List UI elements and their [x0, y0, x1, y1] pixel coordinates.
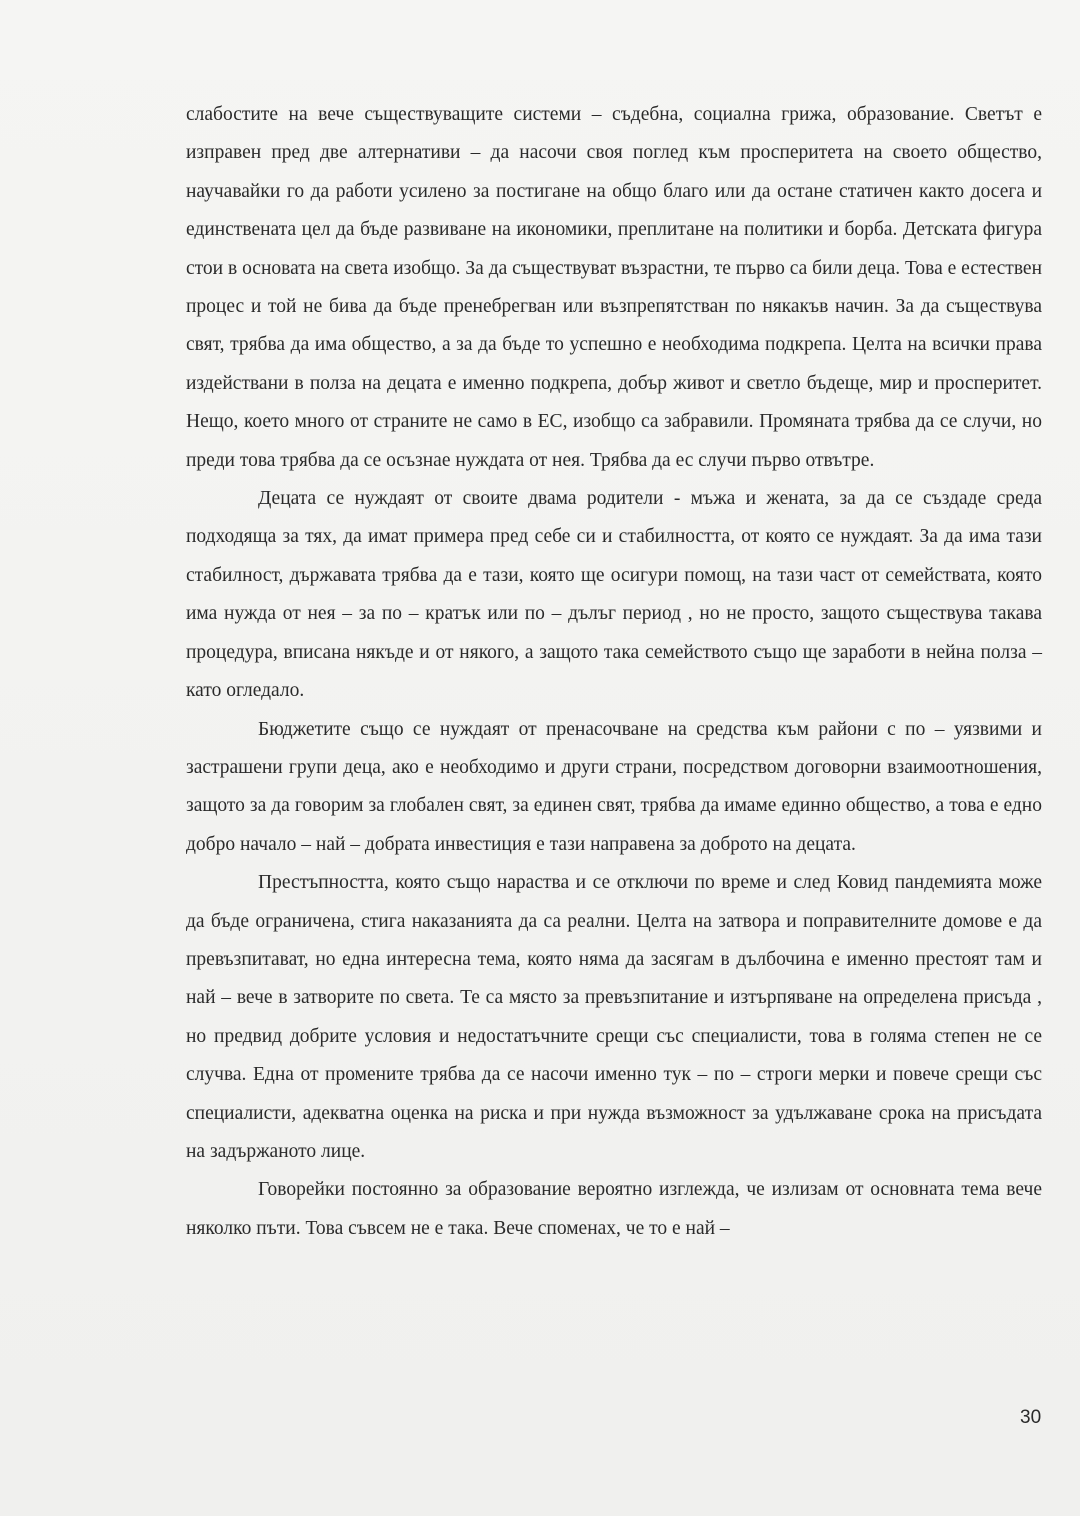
- page-number: 30: [1020, 1407, 1042, 1428]
- body-text: [186, 96, 1042, 1248]
- paragraph-3: Бюджетите също се нуждаят от пренасочване на средства към райони с по – уязвими и застрашени групи деца, ако е необходимо и други страни, посредством договорни взаимоотношения, защото за да говорим за глобален свят, за единен свят, трябва да имаме единно общество, а това е едно добро начало – най – добрата инвестиция е тази направена за доброто на децата.: [186, 718, 1042, 855]
- paragraph-2: Децата се нуждаят от своите двама родители - мъжа и жената, за да се създаде среда подходяща за тях, да имат примера пред себе си и стабилността, от която се нуждаят. За да има тази стабилност, държавата трябва да е тази, която ще осигури помощ, на тази част от семействата, която има нужда от нея – за по – кратък или по – дълъг период , но не просто, защото съществува такава процедура, вписана някъде и от някого, а защото така семейството също ще заработи в нейна полза – като огледало.: [186, 488, 1042, 702]
- paragraph-1: слабостите на вече съществуващите системи – съдебна, социална грижа, образование. Светът е изправен пред две алтернативи – да насочи своя поглед към просперитета на своето общество, научавайки го да работи усилено за постигане на общо благо или да остане статичен както досега и единствената цел да бъде развиване на икономики, преплитане на политики и борба. Детската фигура стои в основата на света изобщо. За да съществуват възрастни, те първо са били деца. Това е естествен процес и той не бива да бъде пренебрегван или възпрепятстван по някакъв начин. За да съществува свят, трябва да има общество, а за да бъде то успешно е необходима подкрепа. Целта на всички права издействани в полза на децата е именно подкрепа, добър живот и светло бъдеще, мир и просперитет. Нещо, което много от страните не само в ЕС, изобщо са забравили. Промяната трябва да се случи, но преди това трябва да се осъзнае нуждата от нея. Трябва да ес случи първо отвътре.: [186, 104, 1043, 471]
- paragraph-5: Говорейки постоянно за образование вероятно изглежда, че излизам от основната тема вече няколко пъти. Това съвсем не е така. Вече споменах, че то е най –: [186, 1179, 1042, 1239]
- paragraph-4: Престъпността, която също нараства и се отключи по време и след Ковид пандемията може да бъде ограничена, стига наказанията да са реални. Целта на затвора и поправителните домове е да превъзпитават, но една интересна тема, която няма да засягам в дълбочина е именно престоят там и най – вече в затворите по света. Те са място за превъзпитание и изтърпяване на определена присъда , но предвид добрите условия и недостатъчните срещи със специалисти, това в голяма степен не се случва. Една от промените трябва да се насочи именно тук – по – строги мерки и повече срещи със специалисти, адекватна оценка на риска и при нужда възможност за удължаване срока на присъдата на задържаното лице.: [186, 872, 1042, 1162]
